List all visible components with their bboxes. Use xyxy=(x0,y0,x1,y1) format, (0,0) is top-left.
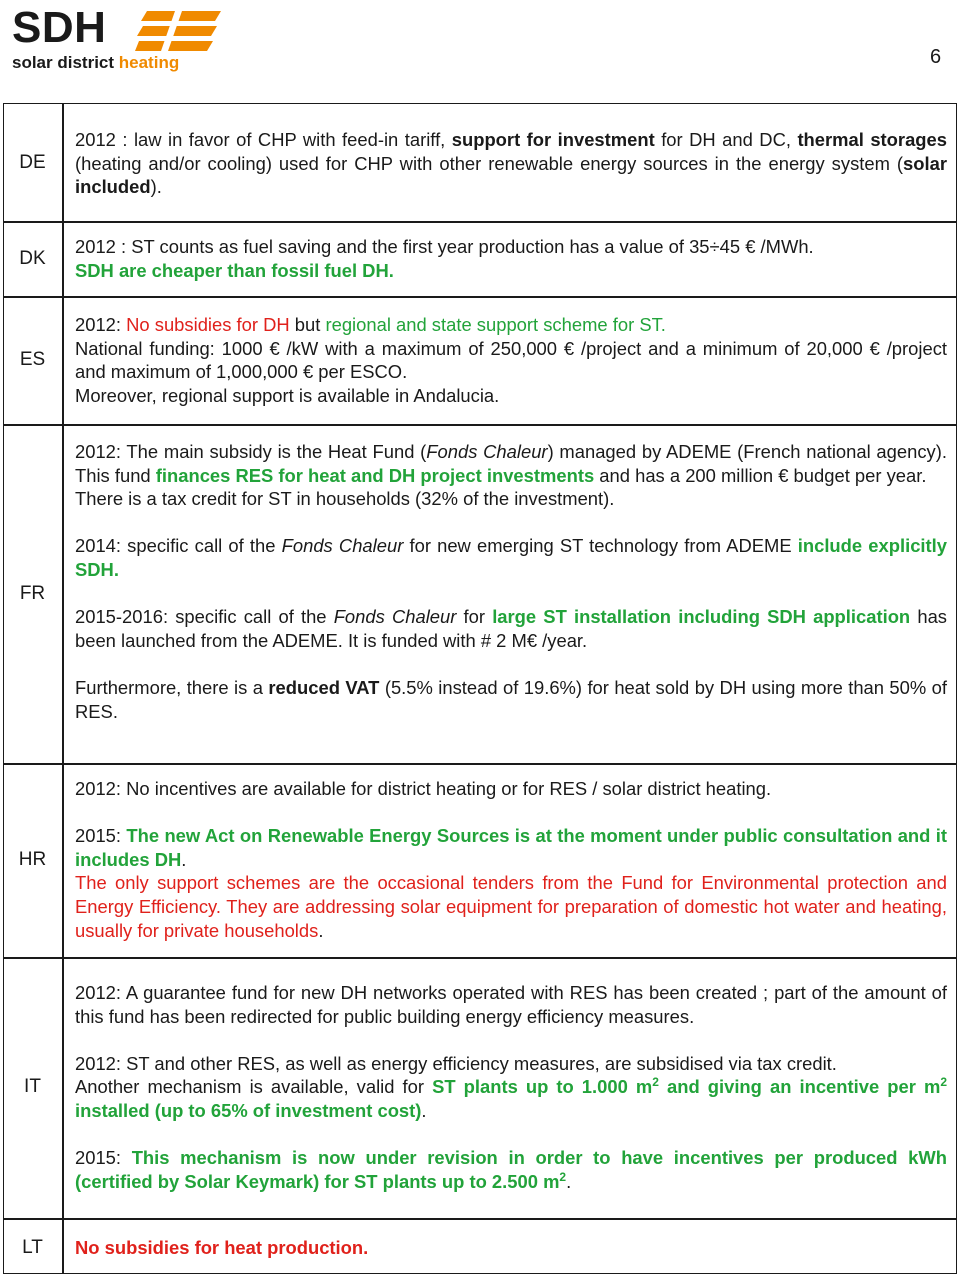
row-divider xyxy=(3,957,957,959)
policy-text: No subsidies for heat production. xyxy=(75,1237,369,1258)
policy-cell-es xyxy=(75,313,947,407)
policy-text: Furthermore, there is a reduced VAT (5.5% instead of 19.6%) for heat sold by DH using more than 50% of RES. xyxy=(75,676,947,722)
policy-text: 2012: ST and other RES, as well as energy efficiency measures, are subsidised via tax credit. xyxy=(75,1052,837,1074)
logo-subtitle xyxy=(12,54,179,72)
logo-stripes xyxy=(135,11,221,51)
policy-text: 2015: The new Act on Renewable Energy Sources is at the moment under public consultation and it includes DH. xyxy=(75,825,947,870)
country-code-es: ES xyxy=(19,349,46,370)
logo-word: SDH xyxy=(12,3,107,52)
policy-text: 2015: This mechanism is now under revision in order to have incentives per produced kWh (certified by Solar Keymark) for ST plants up to 2.500 $m^2$. xyxy=(75,1147,947,1192)
country-code-de: DE xyxy=(19,152,46,173)
policy-text: 2012 : law in favor of CHP with feed-in tariff, support for investment for DH and DC, thermal storages (heating and/or cooling) used for CHP with other renewable energy sources in the energy system (solar included). xyxy=(75,129,947,198)
policy-cell-hr xyxy=(75,777,947,942)
policy-cell-fr xyxy=(75,440,947,723)
country-code-it: IT xyxy=(24,1076,41,1097)
policy-text: 2012: No subsidies for DH but regional and state support scheme for ST. xyxy=(75,314,666,335)
country-code-lt: LT xyxy=(22,1237,43,1258)
policy-cell-it xyxy=(75,981,947,1193)
row-divider xyxy=(3,1218,957,1220)
logo-subtitle-dark: solar district xyxy=(12,53,119,72)
policy-text: There is a tax credit for ST in households (32% of the investment). xyxy=(75,488,615,510)
logo-subtitle-orange: heating xyxy=(118,53,180,72)
policy-cell-dk xyxy=(75,235,947,282)
row-divider xyxy=(3,424,957,426)
policy-text: 2012: The main subsidy is the Heat Fund (Fonds Chaleur) managed by ADEME (French national agency). This fund finances RES for heat and DH project investments and has a 200 million € budget per year. xyxy=(75,441,947,486)
row-divider xyxy=(3,221,957,223)
policy-text: 2012 : ST counts as fuel saving and the first year production has a value of 35÷45 € /MWh. SDH are cheaper than fossil fuel DH. xyxy=(75,236,814,281)
policy-text: The only support schemes are the occasional tenders from the Fund for Environmental protection and Energy Efficiency. They are addressing solar equipment for preparation of domestic hot water and heating, usually for private households. xyxy=(75,872,947,941)
page-number: 6 xyxy=(930,46,942,68)
country-code-fr: FR xyxy=(19,583,46,604)
sdh-logo xyxy=(12,5,217,71)
policy-cell-lt xyxy=(75,1236,947,1260)
country-code-dk: DK xyxy=(19,248,46,269)
page-header xyxy=(0,0,960,78)
column-divider xyxy=(62,103,64,1274)
policy-text: 2012: No incentives are available for district heating or for RES / solar district heating. xyxy=(75,778,772,799)
policy-text: 2014: specific call of the Fonds Chaleur for new emerging ST technology from ADEME include explicitly SDH. xyxy=(75,535,947,580)
policy-text: National funding: 1000 € /kW with a maximum of 250,000 € /project and a minimum of 20,000 € /project and maximum of 1,000,000 € per ESCO. xyxy=(75,337,947,383)
policy-text: 2015-2016: specific call of the Fonds Chaleur for large ST installation including SDH application has been launched from the ADEME. It is funded with # 2 M€ /year. xyxy=(75,606,947,651)
row-divider xyxy=(3,296,957,298)
policy-cell-de xyxy=(75,128,947,199)
policy-text: 2012: A guarantee fund for new DH networks operated with RES has been created ; part of the amount of this fund has been redirected for public building energy efficiency measures. xyxy=(75,982,947,1027)
policy-text: Another mechanism is available, valid for ST plants up to 1.000 $m^2$ and giving an incentive per $m^2$ installed (up to 65% of investment cost). xyxy=(75,1075,947,1121)
country-code-hr: HR xyxy=(18,849,47,870)
policy-text: Moreover, regional support is available in Andalucia. xyxy=(75,384,500,406)
row-divider xyxy=(3,763,957,765)
